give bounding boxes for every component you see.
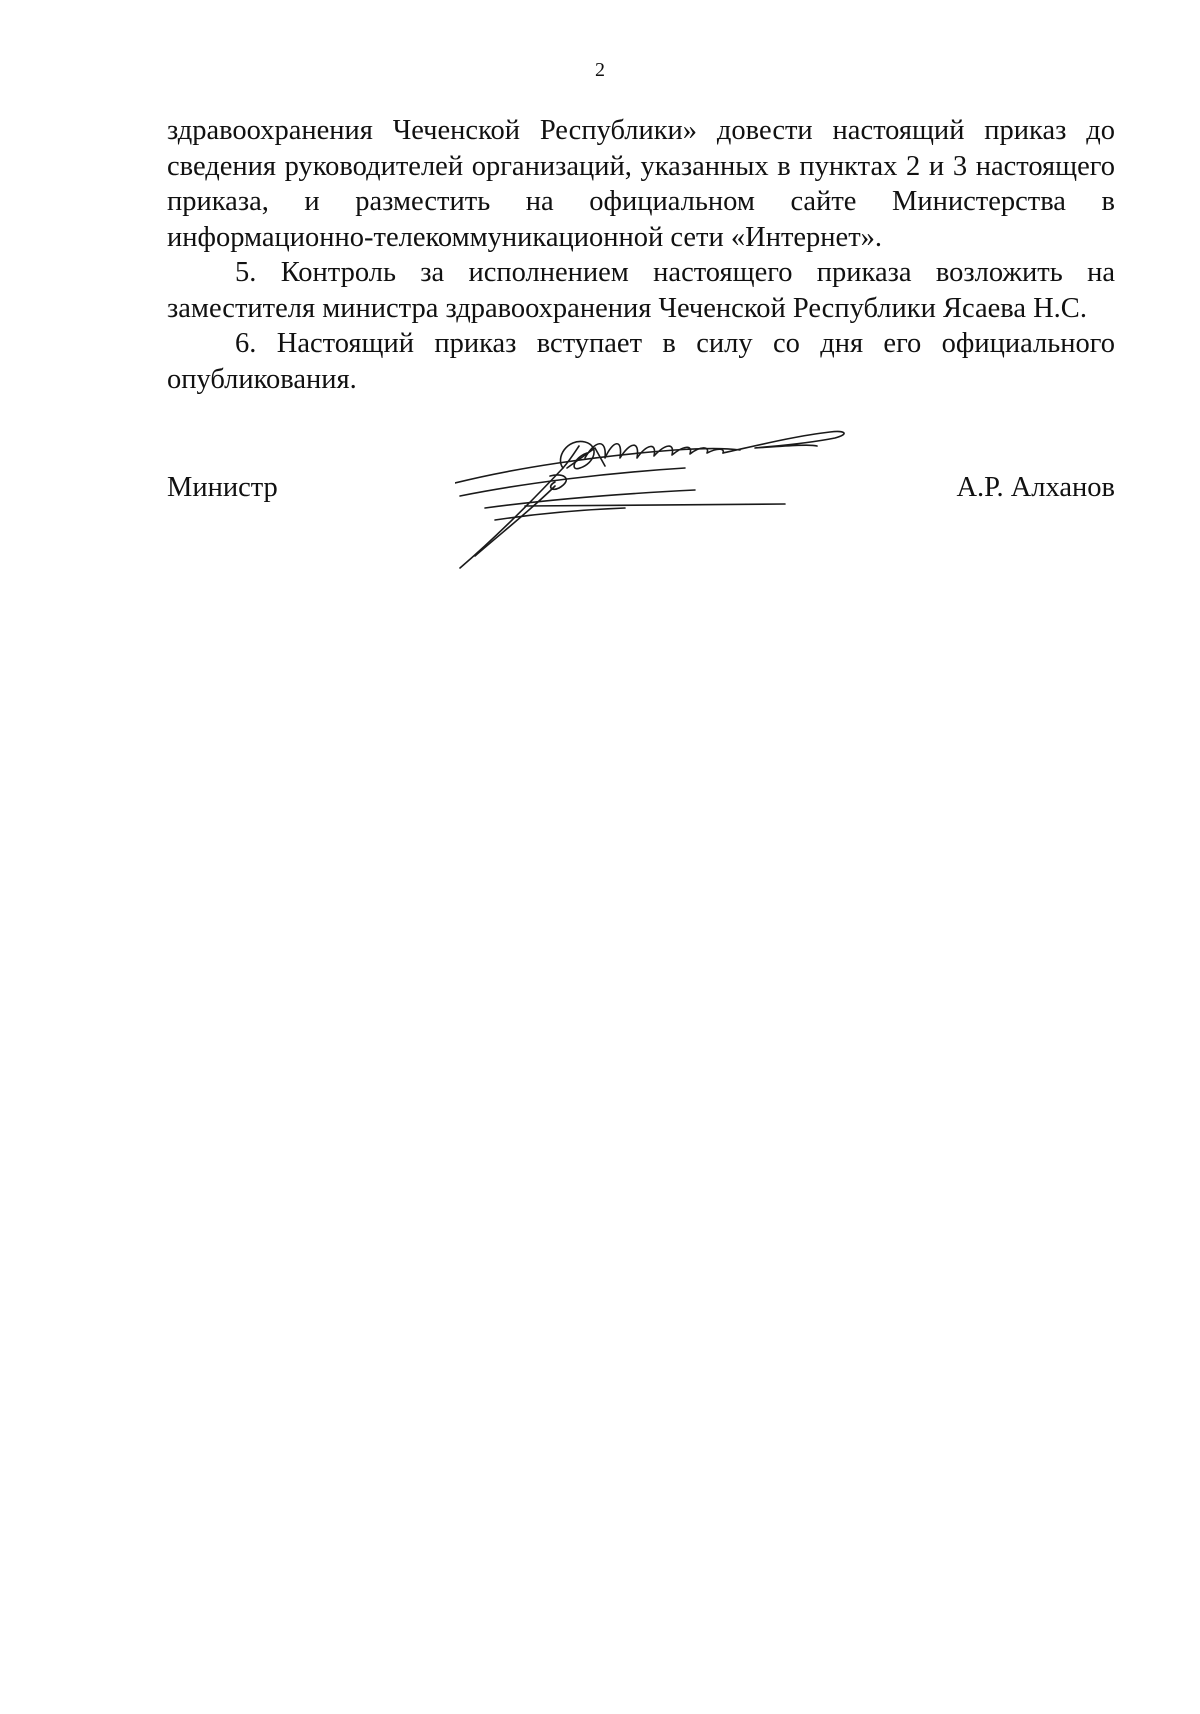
text-line: приказа, и разместить на официальном сайте Министерства в (167, 186, 1115, 217)
text-line: сведения руководителей организаций, указанных в пунктах 2 и 3 настоящего (167, 150, 1115, 182)
text-line: 5. Контроль за исполнением настоящего приказа возложить на (235, 257, 1115, 288)
text-line: здравоохранения Чеченской Республики» довести настоящий приказ до (167, 115, 1115, 146)
signatory-name: А.Р. Алханов (956, 472, 1115, 503)
paragraph-item-5 (167, 255, 1115, 326)
text-line: информационно-телекоммуникационной сети «Интернет». (167, 221, 883, 253)
position-title: Министр (167, 472, 278, 503)
text-line: 6. Настоящий приказ вступает в силу со дня его официального (235, 328, 1115, 359)
handwritten-signature (455, 428, 875, 573)
paragraph-continuation (167, 113, 1115, 255)
page-number: 2 (595, 59, 605, 81)
paragraph-item-6 (167, 326, 1115, 397)
document-body (167, 113, 1115, 397)
text-line: опубликования. (167, 363, 357, 395)
text-line: заместителя министра здравоохранения Чеченской Республики Ясаева Н.С. (167, 292, 1087, 324)
